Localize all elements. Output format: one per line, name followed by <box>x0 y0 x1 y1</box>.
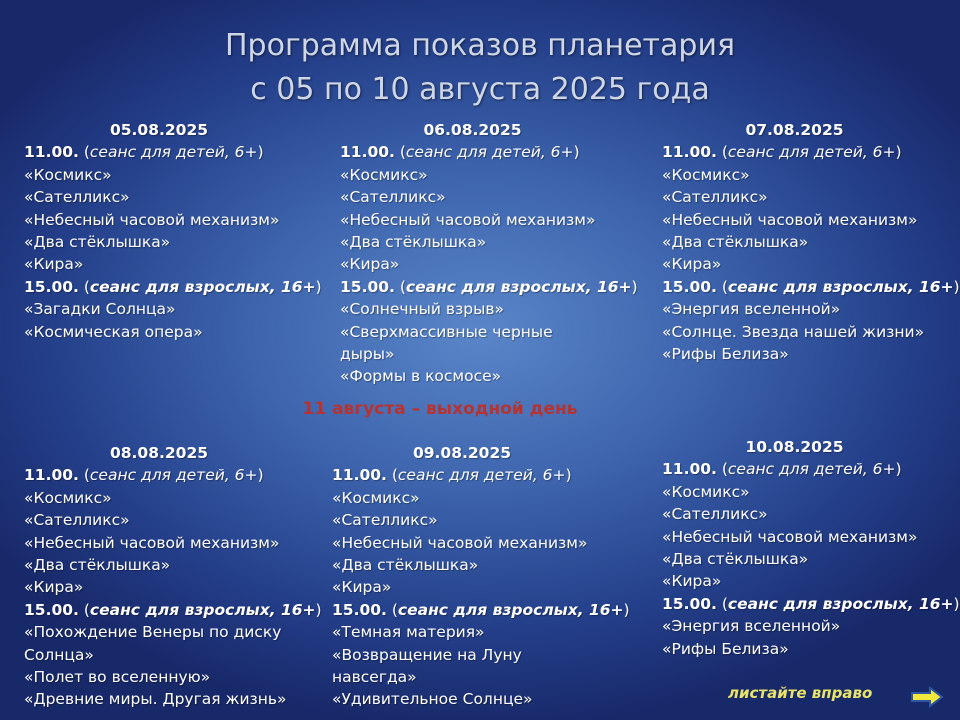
show-title: дыры» <box>340 345 395 364</box>
day-date: 07.08.2025 <box>745 121 844 139</box>
show-title: «Два стёклышка» <box>662 233 809 252</box>
session-audience: сеанс для взрослых, 16+ <box>405 277 632 296</box>
show-title: «Солнце. Звезда нашей жизни» <box>662 322 925 341</box>
day-date: 09.08.2025 <box>412 444 512 462</box>
show-title: «Космикс» <box>24 165 112 184</box>
session-audience: сеанс для детей, 6+ <box>405 143 574 162</box>
session-time: 11.00. <box>340 143 395 162</box>
session-time: 11.00. <box>662 143 717 162</box>
show-title: Солнца» <box>24 645 94 664</box>
show-title: «Рифы Белиза» <box>662 345 789 364</box>
session-audience: сеанс для детей, 6+ <box>397 466 566 485</box>
day-date: 05.08.2025 <box>109 121 209 139</box>
title-line-1: Программа показов планетария <box>224 28 735 63</box>
show-title: навсегда» <box>332 668 417 687</box>
session-time-line: 11.00. (сеанс для детей, 6+) <box>662 143 902 162</box>
day-block <box>662 436 960 660</box>
show-title: «Небесный часовой механизм» <box>662 210 918 229</box>
arrow-right-icon[interactable] <box>910 686 944 708</box>
session-time: 11.00. <box>24 466 79 485</box>
day-block <box>662 119 960 365</box>
title-line-2: с 05 по 10 августа 2025 года <box>250 72 710 107</box>
session-time: 15.00. <box>332 600 387 619</box>
session-audience: сеанс для детей, 6+ <box>727 460 896 479</box>
show-title: «Рифы Белиза» <box>662 639 789 658</box>
show-title: «Два стёклышка» <box>24 556 171 575</box>
show-title: «Космикс» <box>332 488 420 507</box>
session-audience: сеанс для детей, 6+ <box>727 143 896 162</box>
show-title: «Космикс» <box>662 482 750 501</box>
session-time-line: 11.00. (сеанс для детей, 6+) <box>332 466 572 485</box>
show-title: «Сателликс» <box>332 511 438 530</box>
show-title: «Энергия вселенной» <box>662 617 841 636</box>
session-audience: сеанс для взрослых, 16+ <box>397 600 624 619</box>
show-title: «Небесный часовой механизм» <box>24 210 280 229</box>
show-title: «Сверхмассивные черные <box>340 322 553 341</box>
show-title: «Похождение Венеры по диску <box>24 623 282 642</box>
scroll-hint-label: листайте вправо <box>728 684 873 702</box>
show-title: «Кира» <box>662 572 722 591</box>
session-time: 11.00. <box>332 466 387 485</box>
session-audience: сеанс для взрослых, 16+ <box>89 277 316 296</box>
show-title: «Загадки Солнца» <box>24 300 176 319</box>
session-time-line: 15.00. (сеанс для взрослых, 16+) <box>662 277 960 296</box>
show-title: «Полет во вселенную» <box>24 668 211 687</box>
session-time-line: 15.00. (сеанс для взрослых, 16+) <box>332 600 630 619</box>
show-title: «Космикс» <box>24 488 112 507</box>
show-title: «Удивительное Солнце» <box>332 690 533 709</box>
day-block <box>332 442 632 711</box>
session-audience: сеанс для взрослых, 16+ <box>89 600 316 619</box>
show-title: «Сателликс» <box>24 511 130 530</box>
show-title: «Космикс» <box>340 165 428 184</box>
show-title: «Сателликс» <box>340 188 446 207</box>
show-title: «Космическая опера» <box>24 322 203 341</box>
show-title: «Энергия вселенной» <box>662 300 841 319</box>
session-time-line: 15.00. (сеанс для взрослых, 16+) <box>340 277 638 296</box>
session-time-line: 11.00. (сеанс для детей, 6+) <box>662 460 902 479</box>
show-title: «Сателликс» <box>662 188 768 207</box>
show-title: «Кира» <box>24 255 84 274</box>
show-title: «Сателликс» <box>662 505 768 524</box>
day-block <box>24 119 324 343</box>
show-title: «Солнечный взрыв» <box>340 300 504 319</box>
show-title: «Небесный часовой механизм» <box>24 533 280 552</box>
show-title: «Два стёклышка» <box>24 233 171 252</box>
page-title <box>0 24 960 112</box>
session-time-line: 11.00. (сеанс для детей, 6+) <box>24 466 264 485</box>
session-time: 11.00. <box>24 143 79 162</box>
session-audience: сеанс для детей, 6+ <box>89 466 258 485</box>
show-title: «Древние миры. Другая жизнь» <box>24 690 287 709</box>
session-time-line: 15.00. (сеанс для взрослых, 16+) <box>662 594 960 613</box>
session-time: 11.00. <box>662 460 717 479</box>
day-date: 10.08.2025 <box>745 438 844 456</box>
show-title: «Возвращение на Луну <box>332 645 522 664</box>
show-title: «Два стёклышка» <box>340 233 487 252</box>
show-title: «Кира» <box>24 578 84 597</box>
session-time-line: 11.00. (сеанс для детей, 6+) <box>24 143 264 162</box>
session-audience: сеанс для взрослых, 16+ <box>727 594 954 613</box>
session-time: 15.00. <box>662 277 717 296</box>
session-audience: сеанс для взрослых, 16+ <box>727 277 954 296</box>
show-title: «Сателликс» <box>24 188 130 207</box>
day-date: 08.08.2025 <box>109 444 209 462</box>
day-block <box>24 442 324 711</box>
show-title: «Небесный часовой механизм» <box>332 533 588 552</box>
session-time: 15.00. <box>662 594 717 613</box>
session-time-line: 15.00. (сеанс для взрослых, 16+) <box>24 600 322 619</box>
show-title: «Кира» <box>332 578 392 597</box>
show-title: «Кира» <box>662 255 722 274</box>
session-time: 15.00. <box>340 277 395 296</box>
show-title: «Формы в космосе» <box>340 367 502 386</box>
show-title: «Небесный часовой механизм» <box>662 527 918 546</box>
session-time-line: 15.00. (сеанс для взрослых, 16+) <box>24 277 322 296</box>
session-time: 15.00. <box>24 600 79 619</box>
session-time-line: 11.00. (сеанс для детей, 6+) <box>340 143 580 162</box>
show-title: «Два стёклышка» <box>662 550 809 569</box>
show-title: «Космикс» <box>662 165 750 184</box>
day-off-notice: 11 августа – выходной день <box>302 399 578 419</box>
show-title: «Кира» <box>340 255 400 274</box>
session-audience: сеанс для детей, 6+ <box>89 143 258 162</box>
show-title: «Два стёклышка» <box>332 556 479 575</box>
day-date: 06.08.2025 <box>423 121 522 139</box>
show-title: «Темная материя» <box>332 623 485 642</box>
show-title: «Небесный часовой механизм» <box>340 210 596 229</box>
session-time: 15.00. <box>24 277 79 296</box>
day-block <box>340 119 638 388</box>
